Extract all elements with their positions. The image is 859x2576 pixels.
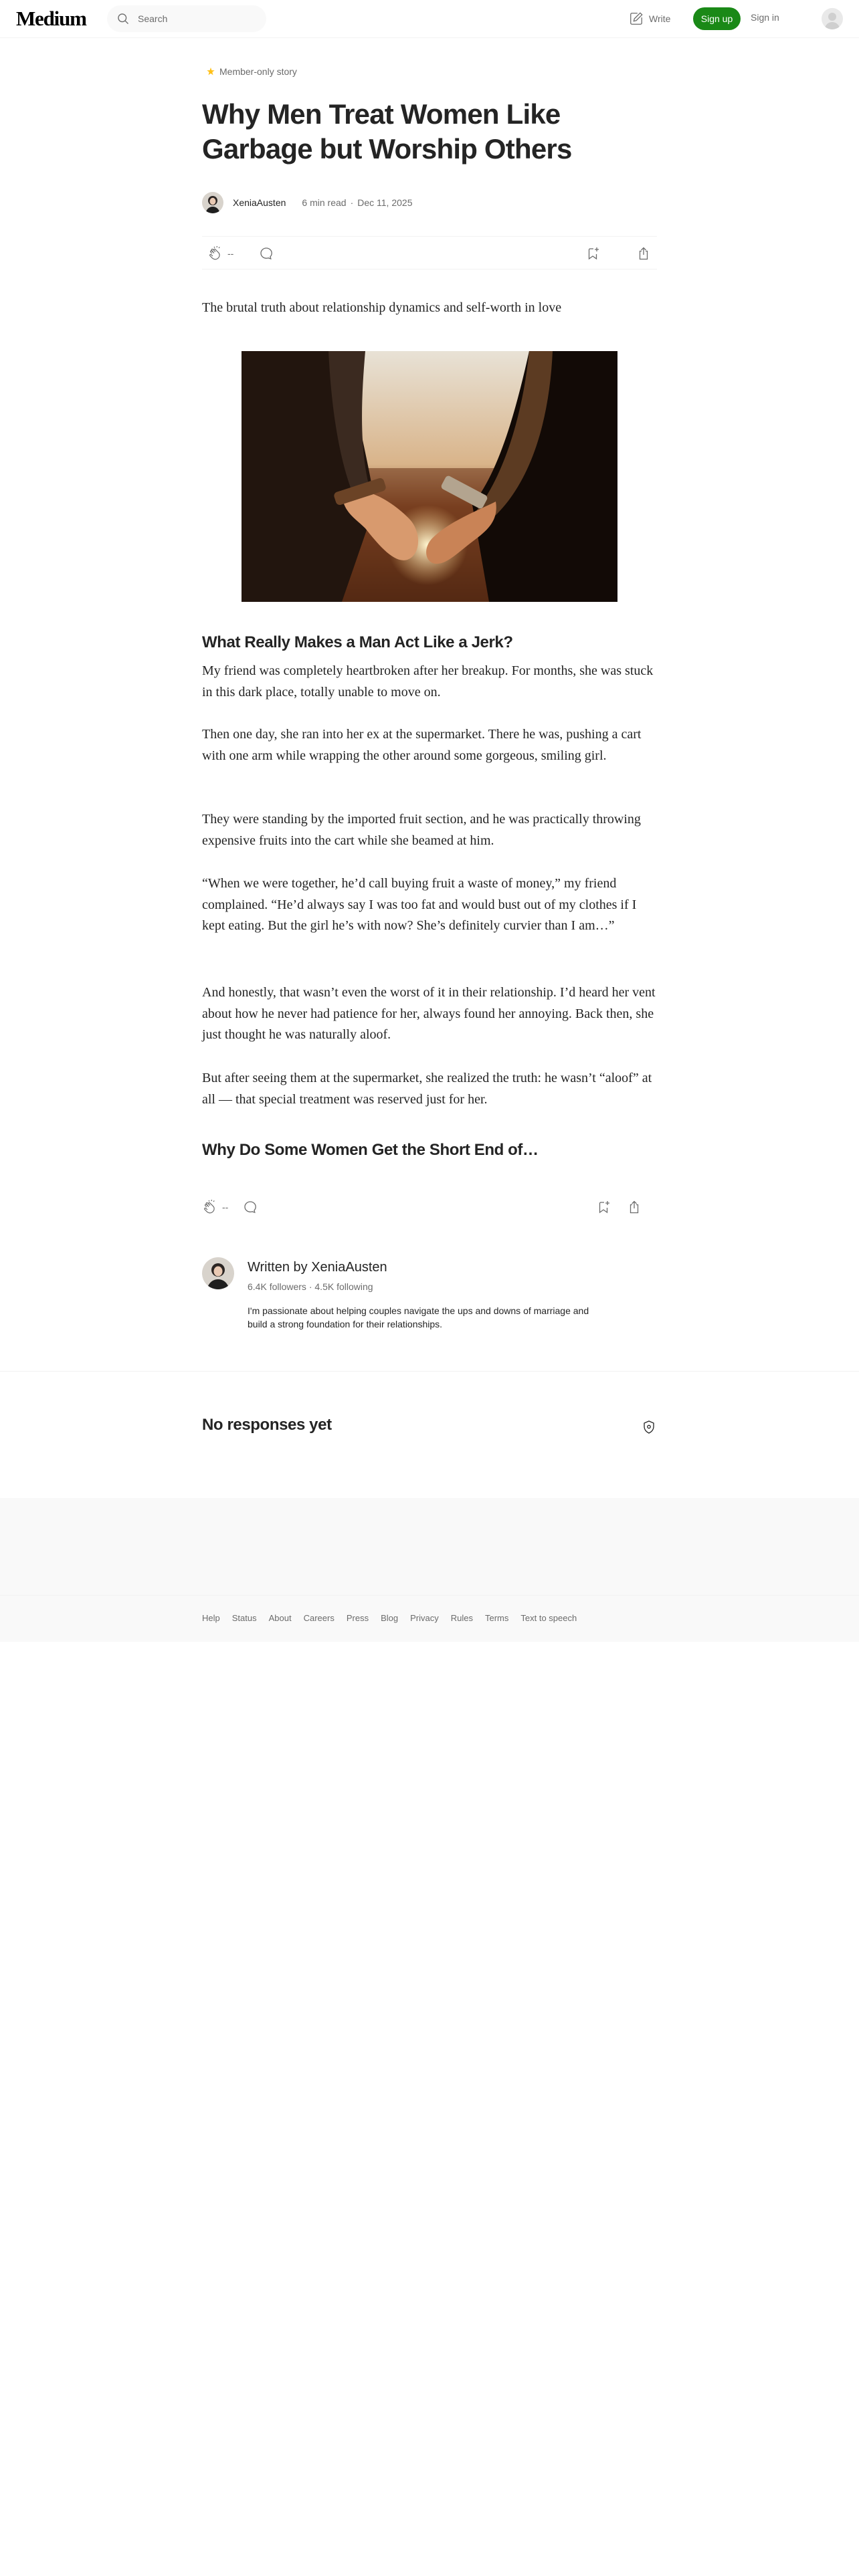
article-action-bar-bottom <box>202 1190 657 1224</box>
user-avatar[interactable] <box>822 8 843 29</box>
bookmark-button-bottom[interactable] <box>595 1199 611 1215</box>
search-input[interactable] <box>138 5 258 32</box>
paragraph-2: Then one day, she ran into her ex at the supermarket. There he was, pushing a cart with one arm while wrapping the other around some gorgeous, smiling girl. <box>202 727 642 763</box>
clap-button-bottom[interactable] <box>202 1199 228 1215</box>
comment-icon <box>242 1199 258 1215</box>
clap-button[interactable] <box>207 245 233 261</box>
followers-count[interactable]: 6.4K followers <box>248 1281 306 1292</box>
share-icon <box>626 1199 642 1215</box>
author-bio: I'm passionate about helping couples navigate the ups and downs of marriage and build a strong foundation for their relationships. <box>248 1305 589 1329</box>
shield-icon[interactable] <box>641 1419 657 1435</box>
medium-logo[interactable]: Medium <box>16 7 86 30</box>
comment-icon <box>258 245 274 261</box>
member-badge-label: Member-only story <box>219 66 297 77</box>
top-navigation <box>0 0 859 38</box>
article-action-bar-top <box>202 236 657 270</box>
author-stats <box>248 1281 373 1292</box>
footer-divider <box>0 1595 859 1596</box>
member-only-badge <box>202 63 304 80</box>
comment-button[interactable] <box>258 245 274 261</box>
holding-hands-illustration <box>242 351 617 602</box>
author-portrait-icon <box>202 1257 234 1289</box>
sign-in-link[interactable]: Sign in <box>751 12 779 23</box>
paragraph-4: “When we were together, he’d call buying fruit a waste of money,” my friend complained. “He’d always say I was too fat and would bust out of my clothes if I kept eating. But the girl he’s with now? She’s definitely curvier than I am…” <box>202 876 637 933</box>
hero-image-holding-hands <box>242 351 617 602</box>
footer-link-status[interactable]: Status <box>231 1613 257 1623</box>
footer-link-rules[interactable]: Rules <box>450 1613 473 1623</box>
section-divider <box>0 1371 859 1372</box>
section-heading-2: Why Do Some Women Get the Short End of… <box>202 1141 539 1159</box>
search-bar[interactable] <box>107 5 266 32</box>
clap-count: -- <box>227 248 234 259</box>
share-icon <box>636 245 652 261</box>
footer-link-privacy[interactable]: Privacy <box>410 1613 439 1623</box>
bookmark-add-icon <box>595 1199 611 1215</box>
responses-heading: No responses yet <box>202 1416 332 1434</box>
publish-date: Dec 11, 2025 <box>357 197 413 208</box>
byline <box>202 191 412 215</box>
stats-separator: · <box>308 1281 315 1292</box>
paragraph-3: They were standing by the imported fruit section, and he was practically throwing expensive fruits into the cart while she beamed at him. <box>202 812 641 848</box>
article-subtitle: The brutal truth about relationship dynamics and self-worth in love <box>202 300 562 315</box>
footer-link-press[interactable]: Press <box>346 1613 369 1623</box>
share-button[interactable] <box>636 245 652 261</box>
bookmark-button[interactable] <box>585 245 601 261</box>
author-avatar[interactable] <box>202 192 223 213</box>
section-heading-1: What Really Makes a Man Act Like a Jerk? <box>202 633 513 651</box>
author-name-link[interactable]: XeniaAusten <box>233 197 286 208</box>
sign-up-button[interactable]: Sign up <box>693 7 741 30</box>
paragraph-1: My friend was completely heartbroken after her breakup. For months, she was stuck in this dark place, totally unable to move on. <box>202 663 654 700</box>
byline-separator: · <box>350 197 354 208</box>
paragraph-6: But after seeing them at the supermarket, she realized the truth: he wasn’t “aloof” at all — that special treatment was reserved just for her. <box>202 1071 652 1107</box>
footer-link-about[interactable]: About <box>268 1613 292 1623</box>
written-by-heading[interactable]: Written by XeniaAusten <box>248 1260 387 1275</box>
clap-count-bottom: -- <box>222 1202 229 1212</box>
footer-link-text-to-speech[interactable]: Text to speech <box>520 1613 577 1623</box>
paragraph-5: And honestly, that wasn’t even the worst of it in their relationship. I’d heard her vent about how he never had patience for her, always found her annoying. Back then, she just thought he was naturally aloof. <box>202 985 656 1042</box>
read-time: 6 min read <box>302 197 347 208</box>
user-silhouette-icon <box>822 8 843 29</box>
write-button[interactable] <box>629 9 670 28</box>
star-icon <box>206 67 215 76</box>
footer-link-help[interactable]: Help <box>202 1613 220 1623</box>
write-label: Write <box>649 13 671 24</box>
comment-button-bottom[interactable] <box>242 1199 258 1215</box>
clap-icon <box>202 1199 218 1215</box>
footer-link-careers[interactable]: Careers <box>303 1613 335 1623</box>
bookmark-add-icon <box>585 245 601 261</box>
article-title: Why Men Treat Women Like Garbage but Worship Others <box>202 98 572 165</box>
write-icon <box>629 11 644 26</box>
author-card-avatar[interactable] <box>202 1257 234 1289</box>
footer-link-blog[interactable]: Blog <box>381 1613 399 1623</box>
author-portrait-icon <box>202 192 223 213</box>
footer-links <box>202 1613 577 1623</box>
following-count[interactable]: 4.5K following <box>314 1281 373 1292</box>
search-icon <box>116 12 130 25</box>
footer-link-terms[interactable]: Terms <box>484 1613 509 1623</box>
share-button-bottom[interactable] <box>626 1199 642 1215</box>
clap-icon <box>207 245 223 261</box>
